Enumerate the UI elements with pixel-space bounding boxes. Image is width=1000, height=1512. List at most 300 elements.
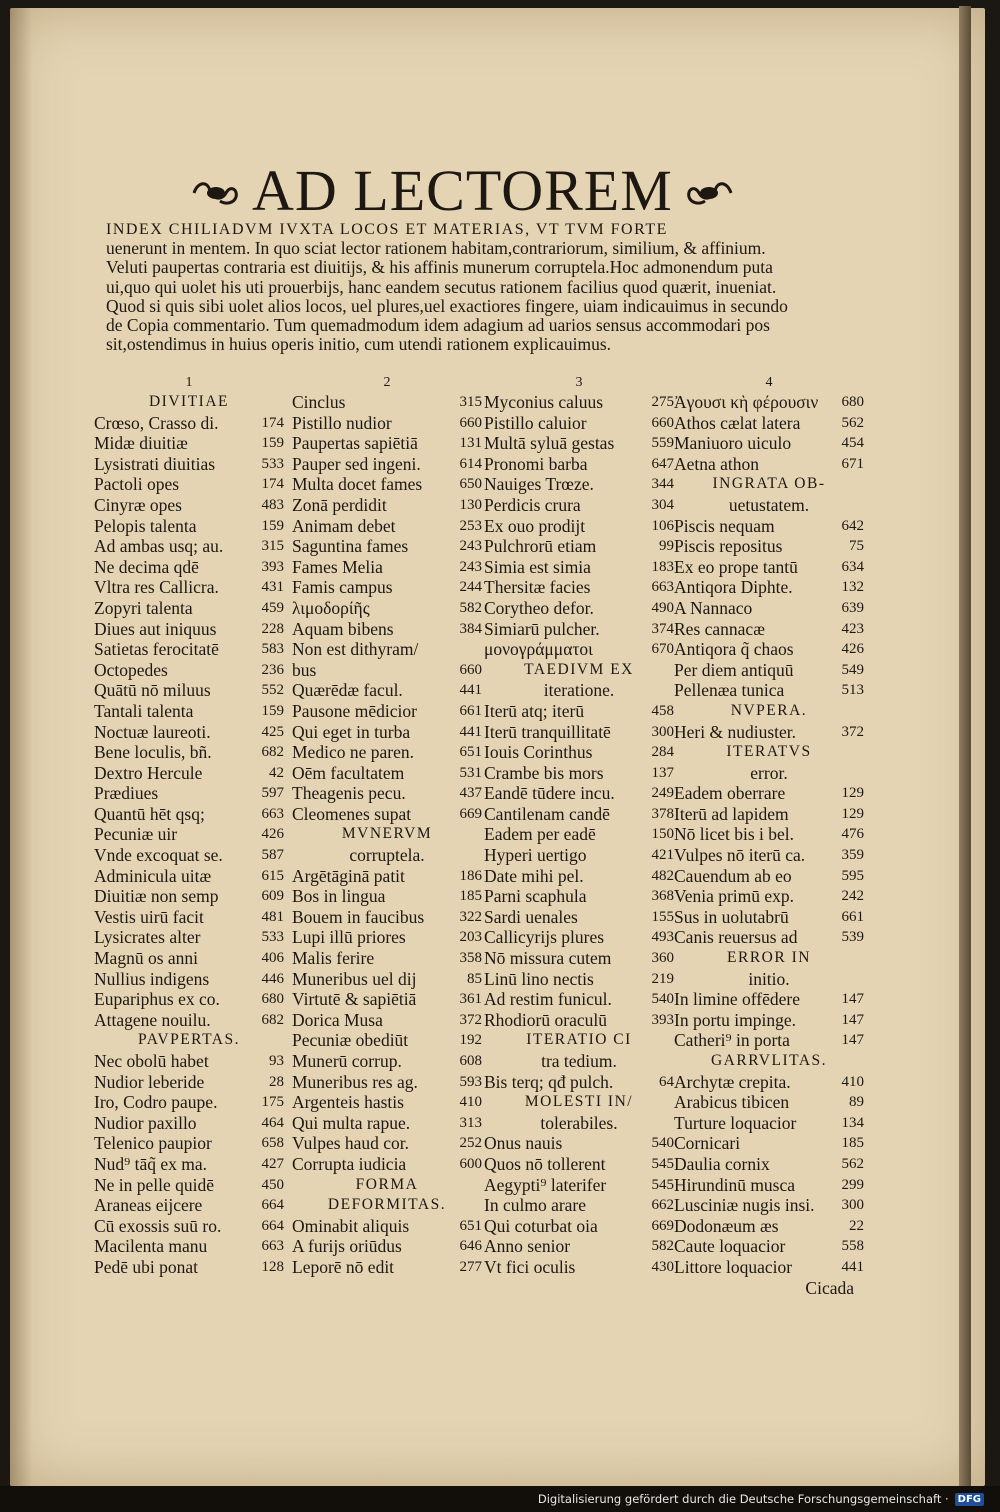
entry-text: Pausone mēdicior [292,700,417,721]
index-entry [292,619,482,640]
index-entry [484,866,674,887]
entry-text: Multā syluā gestas [484,433,615,454]
entry-page-number: 315 [261,538,284,555]
entry-text: Oēm facultatem [292,762,405,783]
entry-text: Dextro Hercule [94,762,203,783]
entry-page-number: 669 [651,1217,674,1234]
entry-page-number: 315 [459,394,482,410]
index-entry [484,557,674,578]
index-entry [94,454,284,475]
entry-text: Rhodiorū oraculū [484,1009,607,1030]
digitization-footer [0,1486,1000,1512]
entry-page-number: 658 [261,1135,284,1152]
index-entry [292,804,482,825]
index-entry [484,454,674,475]
entry-page-number: 642 [841,517,864,534]
entry-page-number [478,639,482,660]
entry-text: bus [292,659,317,680]
entry-text: Theagenis pecu. [292,783,406,804]
entry-page-number: 427 [261,1155,284,1172]
entry-text: Leporē nō edit [292,1256,395,1277]
section-heading: MVNERVM [341,825,433,843]
index-entry [94,1133,284,1154]
entry-text: Pistillo caluior [484,412,587,433]
index-entry [292,1051,482,1072]
entry-page-number: 374 [651,620,674,637]
entry-page-number: 252 [459,1135,482,1152]
entry-text: Satietas ferocitatē [94,639,219,660]
entry-text: Pellenæa tunica [674,680,785,701]
entry-page-number: 99 [659,538,674,555]
index-entry [94,886,284,907]
entry-text: Cleomenes supat [292,803,412,824]
entry-page-number: 481 [261,908,284,925]
entry-text: μονογράμματοι [484,639,593,660]
entry-text: Midæ diuitiæ [94,433,188,454]
index-entry [674,804,864,825]
entry-text: Bos in lingua [292,886,386,907]
entry-text: Nō licet bis i bel. [674,824,795,845]
entry-text: Attagene nouilu. [94,1009,211,1030]
entry-text: Pelopis talenta [94,515,197,536]
entry-text: Lysistrati diuitias [94,453,216,474]
entry-text: Date mihi pel. [484,865,584,886]
entry-text: Res cannacæ [674,618,765,639]
entry-text: Cantilenam candē [484,803,610,824]
index-column-4 [674,374,864,1298]
index-entry [484,907,674,928]
entry-page-number: 147 [841,1032,864,1049]
entry-page-number: 540 [651,991,674,1008]
index-entry [292,474,482,495]
entry-text: Sardi uenales [484,906,578,927]
entry-text: Ex ouo prodijt [484,515,586,536]
entry-text: Aetna athon [674,453,760,474]
index-entry [484,783,674,804]
index-entry [484,886,674,907]
index-entry [484,1257,674,1278]
entry-text: Tantali talenta [94,700,194,721]
entry-page-number: 368 [651,888,674,905]
index-entry [292,948,482,969]
entry-page-number: 134 [841,1114,864,1131]
index-entry [484,577,674,598]
index-entry [94,660,284,681]
index-entry [292,433,482,454]
index-entry [292,742,482,763]
entry-text: Myconius caluus [484,392,604,412]
entry-text: Prædiues [94,783,159,804]
entry-text: Zonā perdidit [292,494,387,515]
entry-text: Qui coturbat oia [484,1215,598,1236]
index-entry [94,557,284,578]
section-subheading: error. [750,762,788,783]
entry-page-number: 583 [261,641,284,658]
section-subheading: corruptela. [349,845,425,866]
entry-text: Cū exossis suū ro. [94,1215,222,1236]
entry-page-number: 253 [459,517,482,534]
entry-text: Cinclus [292,392,346,412]
index-entry [674,454,864,475]
index-entry [292,557,482,578]
entry-text: Vestis uirū facit [94,906,204,927]
index-entry [674,866,864,887]
page-edge [959,6,971,1486]
section-heading: DIVITIAE [148,393,229,410]
entry-page-number: 249 [651,785,674,802]
entry-text: Callicyrijs plures [484,927,605,948]
index-entry [292,1030,482,1051]
index-entry [674,1236,864,1257]
entry-page-number: 431 [261,579,284,596]
entry-page-number: 183 [651,558,674,575]
entry-text: Littore loquacior [674,1256,793,1277]
entry-page-number: 663 [261,1238,284,1255]
entry-page-number: 159 [261,435,284,452]
entry-text: Crambe bis mors [484,762,604,783]
entry-text: Dorica Musa [292,1009,383,1030]
intro-line: ui,quo qui uolet his uti prouerbijs, hanc eandem secutus rationem facilius quod quærit, inueniat. [106,277,777,297]
entry-text: Catheri⁹ in porta [674,1030,790,1051]
index-entry [94,1113,284,1134]
entry-text: Hyperi uertigo [484,845,587,866]
entry-text: Nec obolū habet [94,1051,209,1071]
entry-page-number: 660 [459,661,482,678]
index-entry [674,927,864,948]
section-subheading: tra tedium. [541,1051,617,1071]
entry-text: Cornicari [674,1133,741,1154]
entry-text: Pulchrorū etiam [484,536,597,557]
entry-page-number: 559 [651,435,674,452]
entry-text: Corytheo defor. [484,597,594,618]
index-entry [484,1072,674,1093]
section-subheading: uetustatem. [728,494,810,515]
entry-page-number: 493 [651,929,674,946]
entry-text: In limine offēdere [674,989,801,1010]
entry-page-number: 410 [459,1094,482,1111]
index-entry [94,742,284,763]
dfg-logo: DFG [955,1493,984,1506]
entry-text: Argenteis hastis [292,1092,404,1113]
entry-page-number: 304 [651,496,674,513]
entry-page-number: 476 [841,826,864,843]
entry-page-number: 421 [651,847,674,864]
entry-text: Octopedes [94,659,168,680]
entry-text: Perdicis crura [484,494,581,515]
index-entry [674,1030,864,1051]
entry-text: Quantū hēt qsq; [94,803,205,824]
entry-text: Pedē ubi ponat [94,1256,199,1277]
entry-page-number: 482 [651,867,674,884]
index-entry [674,824,864,845]
index-entry [292,1072,482,1093]
entry-page-number: 426 [261,826,284,843]
entry-text: Medico ne paren. [292,742,414,763]
entry-text: In culmo arare [484,1195,587,1216]
entry-page-number: 106 [651,517,674,534]
index-entry [94,495,284,516]
index-entry [674,536,864,557]
index-entry [674,660,864,681]
index-entry [94,948,284,969]
index-entry [292,598,482,619]
index-entry [674,722,864,743]
entry-text: Aegypti⁹ laterifer [484,1174,607,1195]
index-entry [674,619,864,640]
entry-page-number: 75 [849,538,864,555]
entry-text: Vnde excoquat se. [94,845,223,866]
index-entry [94,866,284,887]
entry-text: Pecuniæ obediūt [292,1030,409,1051]
entry-text: Vulpes nō iterū ca. [674,845,806,866]
entry-page-number: 660 [459,414,482,431]
index-entry [674,1113,864,1134]
entry-text: Munerū corrup. [292,1051,402,1071]
entry-text: Paupertas sapiētiā [292,433,418,454]
index-entry [674,845,864,866]
index-entry [94,989,284,1010]
entry-page-number: 459 [261,599,284,616]
entry-text: Quātū nō miluus [94,680,211,701]
entry-text: Magnū os anni [94,948,199,969]
entry-page-number: 609 [261,888,284,905]
entry-text: Antiqora q̃ chaos [674,639,794,660]
index-entry [484,495,674,516]
index-entry [484,948,674,969]
index-entry [292,454,482,475]
entry-page-number: 219 [651,970,674,987]
entry-page-number: 458 [651,702,674,719]
index-column-2 [292,374,482,1278]
index-entry [292,722,482,743]
entry-text: Famis campus [292,577,393,598]
index-entry [94,413,284,434]
intro-line: Quod si quis sibi uolet alios locos, uel plures,uel exactiores fingere, uiam indicauimus in secundo [106,296,788,316]
entry-text: Vulpes haud cor. [292,1133,410,1154]
index-entry [484,1133,674,1154]
index-entry [292,866,482,887]
section-subheading: tolerabiles. [540,1112,618,1133]
index-entry [484,433,674,454]
index-entry [292,495,482,516]
entry-page-number: 359 [841,847,864,864]
index-entry [94,1051,284,1072]
entry-page-number: 670 [651,641,674,658]
entry-page-number: 450 [261,1176,284,1193]
entry-page-number: 22 [849,1217,864,1234]
entry-text: Iterū tranquillitatē [484,721,611,742]
entry-text: Simia est simia [484,556,591,577]
entry-text: Arabicus tibicen [674,1092,790,1113]
entry-text: Iterū ad lapidem [674,803,789,824]
index-entry [484,969,674,990]
entry-page-number: 615 [261,867,284,884]
entry-page-number: 669 [459,805,482,822]
entry-page-number: 595 [841,867,864,884]
index-entry [674,680,864,701]
index-entry [674,392,864,413]
entry-text: Per diem antiquū [674,659,794,680]
entry-text: Heri & nudiuster. [674,721,796,742]
entry-text: Nō missura cutem [484,948,612,969]
index-entry [94,1175,284,1196]
entry-text: Virtutē & sapiētiā [292,989,417,1010]
index-entry [674,433,864,454]
index-entry [484,619,674,640]
index-entry [484,989,674,1010]
index-entry [94,969,284,990]
index-entry [674,907,864,928]
index-entry [94,783,284,804]
entry-text: Saguntina fames [292,536,409,557]
column-number: 2 [383,375,391,390]
page-title: AD LECTOREM [252,158,673,223]
index-entry [292,783,482,804]
entry-text: A Nannaco [674,597,753,618]
index-entry [484,1175,674,1196]
section-heading: NVPERA. [730,701,808,719]
entry-text: Iro, Codro paupe. [94,1092,218,1113]
entry-page-number: 313 [459,1114,482,1131]
entry-page-number: 378 [651,805,674,822]
index-entry [292,907,482,928]
entry-text: Adminicula uitæ [94,865,212,886]
entry-page-number: 284 [651,744,674,761]
entry-page-number: 174 [261,414,284,431]
entry-text: Pronomi barba [484,453,588,474]
title-row [190,156,750,226]
entry-page-number: 185 [841,1135,864,1152]
entry-text: Qui eget in turba [292,721,411,742]
index-entry [94,433,284,454]
entry-page-number: 483 [261,496,284,513]
index-entry [94,1154,284,1175]
index-entry [292,1113,482,1134]
entry-page-number: 650 [459,476,482,493]
index-entry [292,886,482,907]
entry-page-number: 545 [651,1155,674,1172]
entry-text: Vltra res Callicra. [94,577,219,598]
index-entry [292,516,482,537]
index-entry [292,989,482,1010]
entry-text: Ad ambas usq; au. [94,536,224,557]
index-entry [484,516,674,537]
entry-text: Onus nauis [484,1133,563,1154]
entry-text: Araneas eijcere [94,1195,203,1216]
entry-page-number: 647 [651,455,674,472]
index-entry [484,536,674,557]
entry-page-number: 155 [651,908,674,925]
entry-page-number: 531 [459,764,482,781]
entry-text: Eupariphus ex co. [94,989,220,1010]
index-entry [484,824,674,845]
entry-page-number: 129 [841,785,864,802]
entry-text: Crœso, Crasso di. [94,412,219,433]
index-entry [292,1092,482,1113]
entry-page-number: 671 [841,455,864,472]
entry-text: Hirundinū musca [674,1174,796,1195]
index-entry [94,536,284,557]
index-entry [674,783,864,804]
intro-line: sit,ostendimus in huius operis initio, cum utendi rationem explicauimus. [106,335,612,355]
entry-text: Pactoli opes [94,474,180,495]
index-entry [484,742,674,763]
index-entry [674,1072,864,1093]
index-entry [674,413,864,434]
entry-text: Nullius indigens [94,968,210,989]
entry-text: Athos cælat latera [674,412,801,433]
fleuron-right-icon [685,171,735,211]
entry-page-number: 228 [261,620,284,637]
section-heading: PAVPERTAS. [138,1031,240,1049]
entry-page-number: 662 [651,1197,674,1214]
entry-page-number: 464 [261,1114,284,1131]
entry-text: Linū lino nectis [484,968,594,989]
entry-page-number: 545 [651,1176,674,1193]
entry-text: Iterū atq; iterū [484,700,585,721]
index-entry [292,701,482,722]
index-entry [292,680,482,701]
entry-page-number: 159 [261,702,284,719]
entry-text: Animam debet [292,515,396,536]
entry-page-number: 147 [841,1011,864,1028]
entry-text: Cinyræ opes [94,494,182,515]
column-number: 1 [185,375,193,390]
entry-page-number: 540 [651,1135,674,1152]
entry-page-number: 186 [459,867,482,884]
index-entry [674,1216,864,1237]
entry-page-number: 454 [841,435,864,452]
entry-page-number: 680 [841,394,864,410]
entry-page-number: 423 [841,620,864,637]
entry-page-number: 549 [841,661,864,678]
entry-text: Muneribus uel dij [292,968,417,989]
entry-page-number: 663 [651,579,674,596]
index-entry [484,763,674,784]
entry-text: Ad restim funicul. [484,989,612,1010]
index-column-1 [94,374,284,1278]
index-entry [292,1154,482,1175]
entry-page-number: 513 [841,682,864,699]
entry-text: Noctuæ laureoti. [94,721,211,742]
entry-page-number: 28 [269,1073,284,1090]
intro-line: INDEX CHILIADVM IVXTA LOCOS ET MATERIAS, VT TVM FORTE [106,221,668,238]
index-entry [484,413,674,434]
entry-text: Quos nō tollerent [484,1153,606,1174]
index-entry [674,577,864,598]
entry-page-number: 682 [261,1011,284,1028]
entry-page-number: 203 [459,929,482,946]
index-entry [484,1236,674,1257]
index-entry [484,1010,674,1031]
entry-text: Bene loculis, bñ. [94,742,212,763]
entry-page-number: 275 [651,394,674,410]
intro-paragraph [106,220,886,354]
index-entry [674,1175,864,1196]
index-entry [292,1010,482,1031]
section-heading: ERROR IN [727,949,811,967]
entry-text: Pauper sed ingeni. [292,453,421,474]
column-number: 3 [575,375,583,390]
entry-page-number: 299 [841,1176,864,1193]
entry-text: Ne decima qdē [94,556,199,577]
entry-text: Archytæ crepita. [674,1071,791,1092]
index-entry [94,907,284,928]
entry-page-number: 322 [459,908,482,925]
entry-text: Pecuniæ uir [94,824,178,845]
index-entry [674,1010,864,1031]
index-entry [674,886,864,907]
